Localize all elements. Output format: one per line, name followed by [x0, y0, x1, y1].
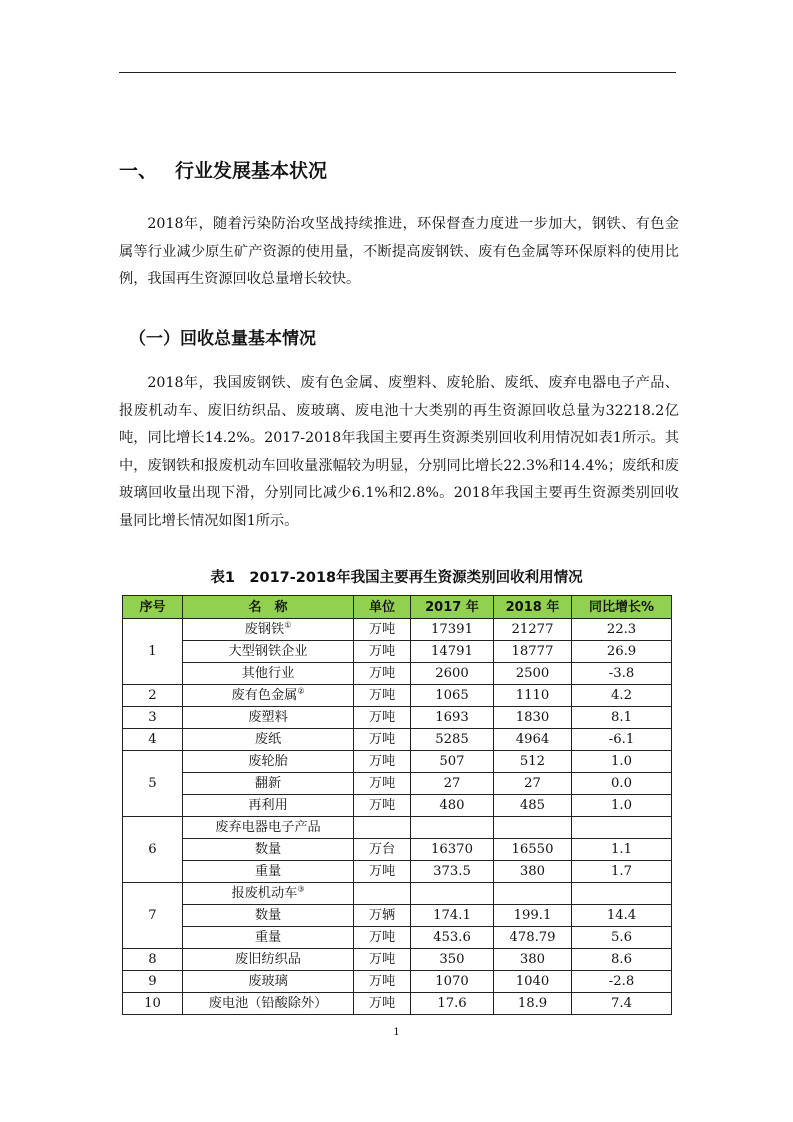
- table-row: [123, 949, 672, 971]
- cell-y2018: 4964: [494, 729, 572, 751]
- cell-y2017: 5285: [411, 729, 494, 751]
- cell-unit: [354, 817, 411, 839]
- table-row: [123, 751, 672, 773]
- cell-growth: 8.1: [572, 707, 672, 729]
- cell-seq: 2: [123, 685, 183, 707]
- cell-name: [183, 861, 354, 883]
- cell-growth: 0.0: [572, 773, 672, 795]
- recycling-table: [122, 595, 672, 1015]
- cell-unit: 万吨: [354, 641, 411, 663]
- table-header-row: [123, 596, 672, 619]
- table-caption: 表1 2017-2018年我国主要再生资源类别回收利用情况: [210, 570, 583, 586]
- table-row: [123, 685, 672, 707]
- cell-growth: 22.3: [572, 619, 672, 641]
- cell-y2018: 199.1: [494, 905, 572, 927]
- cell-name: [183, 685, 354, 707]
- cell-unit: 万吨: [354, 773, 411, 795]
- header-2018: 2018 年: [494, 596, 572, 619]
- cell-y2018: [494, 817, 572, 839]
- cell-name: [183, 707, 354, 729]
- table-row: [123, 817, 672, 839]
- cell-name: [183, 949, 354, 971]
- cell-unit: [354, 883, 411, 905]
- table-row: [123, 641, 672, 663]
- cell-y2017: 373.5: [411, 861, 494, 883]
- cell-unit: 万吨: [354, 927, 411, 949]
- cell-name-text: 废纸: [254, 732, 282, 747]
- cell-y2018: 16550: [494, 839, 572, 861]
- cell-unit: 万吨: [354, 949, 411, 971]
- cell-y2017: 16370: [411, 839, 494, 861]
- cell-seq: 1: [123, 619, 183, 685]
- cell-unit: 万吨: [354, 971, 411, 993]
- cell-unit: 万台: [354, 839, 411, 861]
- cell-y2018: 1110: [494, 685, 572, 707]
- cell-name: [183, 839, 354, 861]
- cell-y2017: 350: [411, 949, 494, 971]
- cell-growth: 8.6: [572, 949, 672, 971]
- cell-name: [183, 795, 354, 817]
- cell-growth: 1.0: [572, 795, 672, 817]
- cell-y2017: 507: [411, 751, 494, 773]
- cell-name: [183, 751, 354, 773]
- cell-y2017: 17391: [411, 619, 494, 641]
- cell-unit: 万吨: [354, 663, 411, 685]
- cell-name-text: 废塑料: [248, 710, 288, 725]
- cell-seq: 6: [123, 817, 183, 883]
- cell-growth: -3.8: [572, 663, 672, 685]
- cell-growth: -2.8: [572, 971, 672, 993]
- table-row: [123, 971, 672, 993]
- cell-seq: 9: [123, 971, 183, 993]
- cell-y2018: [494, 883, 572, 905]
- cell-seq: 8: [123, 949, 183, 971]
- cell-name: [183, 993, 354, 1015]
- cell-y2018: 1830: [494, 707, 572, 729]
- cell-y2018: 478.79: [494, 927, 572, 949]
- cell-y2017: 1693: [411, 707, 494, 729]
- cell-name-text: 废轮胎: [248, 754, 288, 769]
- table-row: [123, 707, 672, 729]
- cell-y2017: 17.6: [411, 993, 494, 1015]
- cell-y2018: 380: [494, 861, 572, 883]
- cell-y2017: 174.1: [411, 905, 494, 927]
- table-row: [123, 773, 672, 795]
- cell-y2017: 2600: [411, 663, 494, 685]
- cell-name-text: 废弃电器电子产品: [215, 820, 321, 835]
- cell-name: [183, 663, 354, 685]
- cell-seq: 4: [123, 729, 183, 751]
- table-row: [123, 861, 672, 883]
- cell-name: [183, 773, 354, 795]
- footnote-marker: ②: [297, 686, 305, 696]
- cell-y2017: 453.6: [411, 927, 494, 949]
- section-number: 一、: [119, 160, 158, 182]
- cell-name-text: 翻新: [254, 776, 282, 791]
- cell-name: [183, 905, 354, 927]
- cell-y2018: 27: [494, 773, 572, 795]
- subsection-heading: （一）回收总量基本情况: [129, 329, 316, 349]
- cell-growth: [572, 883, 672, 905]
- cell-growth: 5.6: [572, 927, 672, 949]
- cell-y2018: 2500: [494, 663, 572, 685]
- cell-seq: 3: [123, 707, 183, 729]
- table-body: [123, 619, 672, 1015]
- cell-y2017: 14791: [411, 641, 494, 663]
- cell-unit: 万辆: [354, 905, 411, 927]
- header-unit: 单位: [354, 596, 411, 619]
- cell-growth: -6.1: [572, 729, 672, 751]
- cell-name-text: 废钢铁: [244, 622, 285, 637]
- header-seq: 序号: [123, 596, 183, 619]
- header-growth: 同比增长%: [572, 596, 672, 619]
- footnote-marker: ③: [297, 884, 305, 894]
- cell-unit: 万吨: [354, 729, 411, 751]
- cell-seq: 5: [123, 751, 183, 817]
- table-row: [123, 795, 672, 817]
- cell-name-text: 再利用: [248, 798, 288, 813]
- header-name: 名 称: [183, 596, 354, 619]
- cell-unit: 万吨: [354, 751, 411, 773]
- cell-name-text: 数量: [254, 842, 282, 857]
- cell-y2018: 1040: [494, 971, 572, 993]
- cell-name-text: 其他行业: [241, 666, 295, 681]
- page-number: 1: [393, 1027, 400, 1038]
- table-row: [123, 883, 672, 905]
- section-title: 行业发展基本状况: [175, 160, 328, 182]
- cell-y2017: 1065: [411, 685, 494, 707]
- cell-growth: 1.7: [572, 861, 672, 883]
- cell-name: [183, 619, 354, 641]
- cell-growth: 26.9: [572, 641, 672, 663]
- cell-unit: 万吨: [354, 861, 411, 883]
- table-row: [123, 729, 672, 751]
- paragraph-intro: 2018年，随着污染防治攻坚战持续推进，环保督查力度进一步加大，钢铁、有色金属等行业减少原生矿产资源的使用量，不断提高废钢铁、废有色金属等环保原料的使用比例，我国再生资源回收总量增长较快。: [119, 216, 679, 287]
- cell-y2017: 480: [411, 795, 494, 817]
- cell-growth: 14.4: [572, 905, 672, 927]
- cell-name: [183, 729, 354, 751]
- cell-name: [183, 883, 354, 905]
- table-row: [123, 993, 672, 1015]
- header-rule: [119, 72, 676, 73]
- cell-y2017: 27: [411, 773, 494, 795]
- paragraph-recycling-total: 2018年，我国废钢铁、废有色金属、废塑料、废轮胎、废纸、废弃电器电子产品、报废机动车、废旧纺织品、废玻璃、废电池十大类别的再生资源回收总量为32218.2亿吨，同比增长14.2%。2017-2018年我国主要再生资源类别回收利用情况如表1所示。其中，废钢铁和报废机动车回收量涨幅较为明显，分别同比增长22.3%和14.4%；废纸和废玻璃回收量出现下滑，分别同比减少6.1%和2.8%。2018年我国主要再生资源类别回收量同比增长情况如图1所示。: [119, 375, 679, 529]
- cell-name-text: 大型钢铁企业: [228, 644, 308, 659]
- cell-y2018: 380: [494, 949, 572, 971]
- cell-growth: [572, 817, 672, 839]
- cell-name-text: 数量: [254, 908, 282, 923]
- cell-name-text: 废电池（铅酸除外）: [208, 996, 328, 1011]
- table-row: [123, 663, 672, 685]
- cell-y2017: [411, 817, 494, 839]
- cell-name-text: 重量: [254, 864, 282, 879]
- cell-y2017: [411, 883, 494, 905]
- cell-growth: 1.0: [572, 751, 672, 773]
- cell-name: [183, 641, 354, 663]
- cell-unit: 万吨: [354, 707, 411, 729]
- table-row: [123, 839, 672, 861]
- table-row: [123, 619, 672, 641]
- cell-name-text: 报废机动车: [231, 886, 298, 901]
- cell-name: [183, 971, 354, 993]
- cell-name-text: 重量: [254, 930, 282, 945]
- cell-y2018: 18.9: [494, 993, 572, 1015]
- footnote-marker: ①: [284, 620, 292, 630]
- cell-name-text: 废有色金属: [231, 688, 298, 703]
- cell-name-text: 废旧纺织品: [235, 952, 301, 967]
- cell-unit: 万吨: [354, 993, 411, 1015]
- table-row: [123, 905, 672, 927]
- cell-unit: 万吨: [354, 619, 411, 641]
- cell-name-text: 废玻璃: [248, 974, 288, 989]
- cell-seq: 10: [123, 993, 183, 1015]
- cell-y2018: 512: [494, 751, 572, 773]
- section-heading: [119, 156, 327, 183]
- cell-growth: 1.1: [572, 839, 672, 861]
- cell-y2017: 1070: [411, 971, 494, 993]
- cell-name: [183, 927, 354, 949]
- cell-y2018: 18777: [494, 641, 572, 663]
- cell-seq: 7: [123, 883, 183, 949]
- cell-y2018: 485: [494, 795, 572, 817]
- cell-unit: 万吨: [354, 795, 411, 817]
- table-row: [123, 927, 672, 949]
- cell-name: [183, 817, 354, 839]
- header-2017: 2017 年: [411, 596, 494, 619]
- cell-growth: 4.2: [572, 685, 672, 707]
- cell-y2018: 21277: [494, 619, 572, 641]
- cell-growth: 7.4: [572, 993, 672, 1015]
- cell-unit: 万吨: [354, 685, 411, 707]
